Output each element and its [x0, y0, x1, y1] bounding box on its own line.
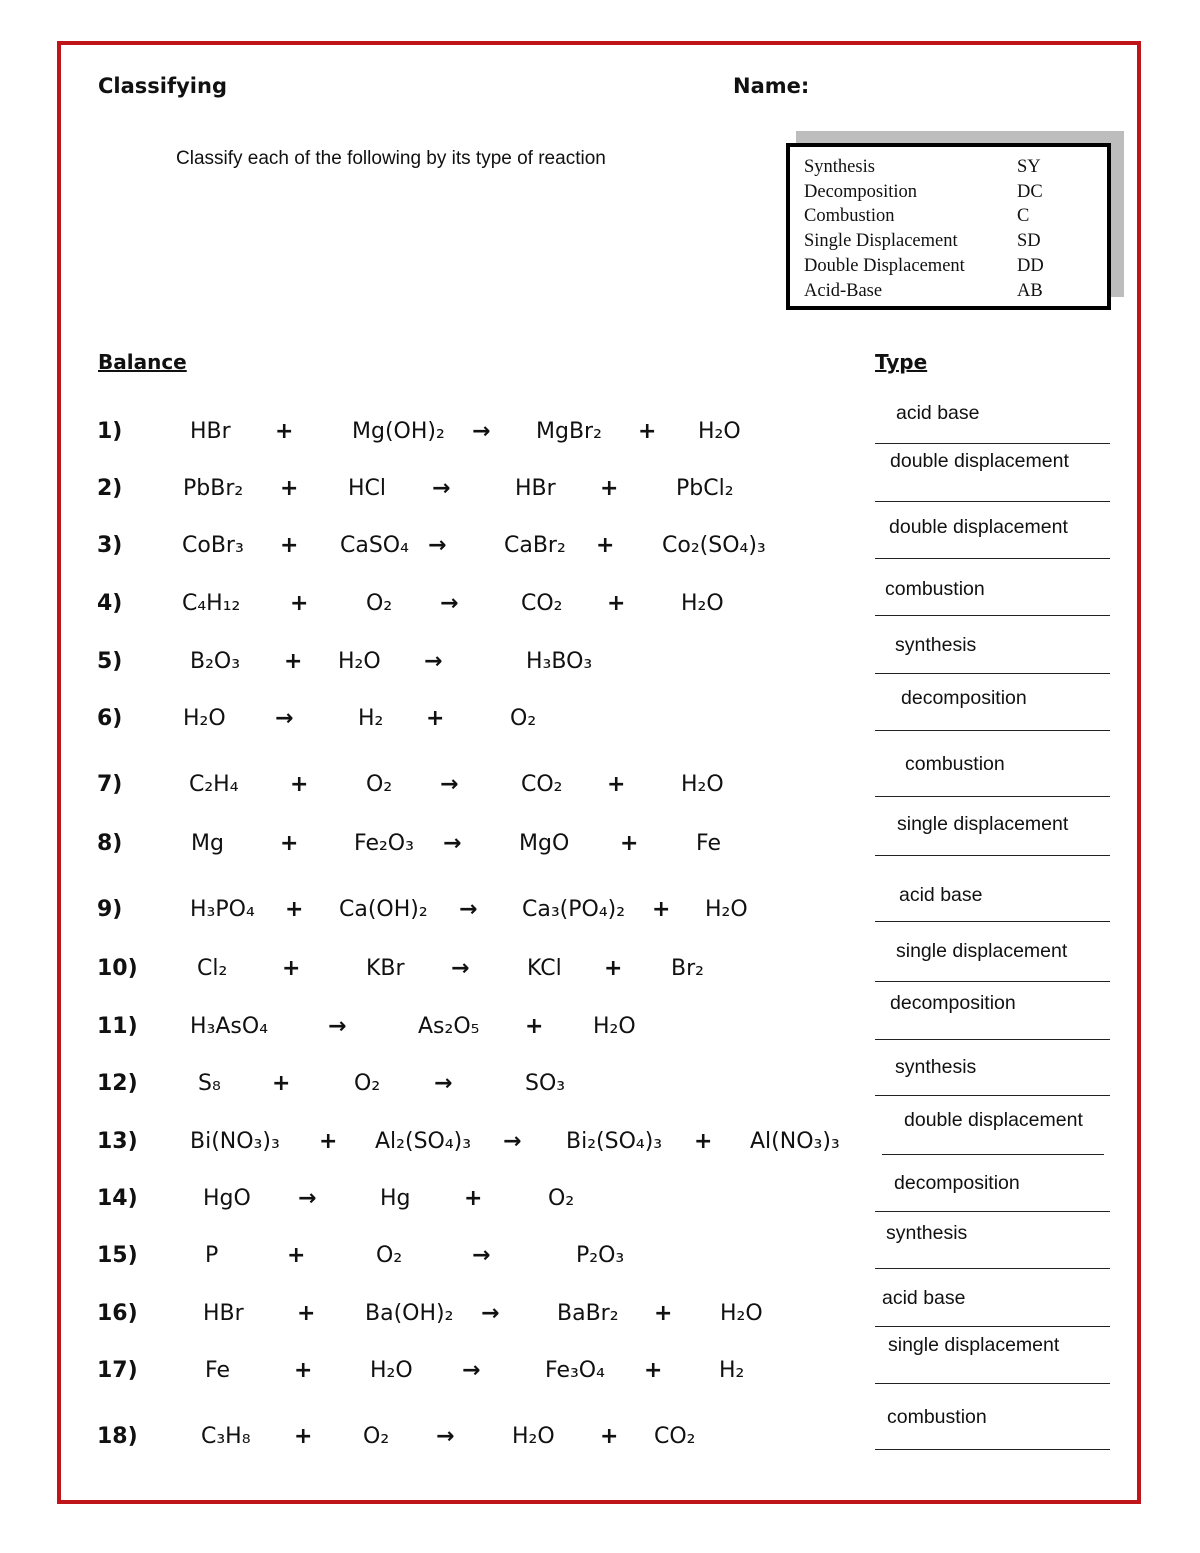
chemical-formula: CaSO₄: [340, 533, 409, 558]
chemical-formula: HBr: [515, 476, 556, 501]
chemical-formula: C₃H₈: [201, 1424, 251, 1449]
plus-sign: +: [620, 831, 639, 856]
chemical-formula: HBr: [190, 419, 231, 444]
type-answer-text: combustion: [885, 578, 985, 600]
chemical-formula: O₂: [548, 1186, 575, 1211]
equation-row: [0, 1358, 860, 1392]
equation-number: 3): [97, 533, 123, 558]
reaction-arrow: →: [428, 533, 447, 558]
chemical-formula: SO₃: [525, 1071, 566, 1096]
chemical-formula: O₂: [510, 706, 537, 731]
type-answer-text: double displacement: [904, 1109, 1083, 1131]
equation-row: [0, 1243, 860, 1277]
type-answer-text: synthesis: [895, 1056, 977, 1078]
plus-sign: +: [644, 1358, 663, 1383]
plus-sign: +: [426, 706, 445, 731]
plus-sign: +: [652, 897, 671, 922]
equation-number: 7): [97, 772, 123, 797]
equation-row: [0, 533, 860, 567]
instructions: Classify each of the following by its type of reaction: [176, 148, 606, 169]
key-code: DC: [1017, 182, 1043, 202]
chemical-formula: H₂O: [720, 1301, 763, 1326]
type-answer-field[interactable]: [882, 1109, 1104, 1155]
type-answer-field[interactable]: [875, 992, 1110, 1040]
plus-sign: +: [297, 1301, 316, 1326]
type-answer-field[interactable]: [875, 884, 1110, 922]
reaction-arrow: →: [440, 772, 459, 797]
equation-number: 4): [97, 591, 123, 616]
plus-sign: +: [280, 533, 299, 558]
plus-sign: +: [638, 419, 657, 444]
balance-column-heading: Balance: [98, 350, 187, 374]
chemical-formula: Al₂(SO₄)₃: [375, 1129, 472, 1154]
chemical-formula: O₂: [376, 1243, 403, 1268]
equation-number: 13): [97, 1129, 138, 1154]
chemical-formula: S₈: [198, 1071, 221, 1096]
reaction-arrow: →: [472, 419, 491, 444]
type-answer-text: decomposition: [890, 992, 1016, 1014]
equation-row: [0, 476, 860, 510]
type-answer-text: single displacement: [896, 940, 1068, 962]
chemical-formula: H₃BO₃: [526, 649, 593, 674]
equation-number: 2): [97, 476, 123, 501]
chemical-formula: PbCl₂: [676, 476, 734, 501]
key-code: SY: [1017, 157, 1041, 177]
plus-sign: +: [464, 1186, 483, 1211]
type-column-heading: Type: [875, 350, 928, 374]
type-answer-text: combustion: [887, 1406, 987, 1428]
plus-sign: +: [282, 956, 301, 981]
equation-row: [0, 956, 860, 990]
equation-number: 1): [97, 419, 123, 444]
chemical-formula: HBr: [203, 1301, 244, 1326]
chemical-formula: H₃AsO₄: [190, 1014, 269, 1039]
equation-number: 12): [97, 1071, 138, 1096]
key-code: DD: [1017, 256, 1044, 276]
name-label: Name:: [733, 74, 810, 98]
equation-row: [0, 1129, 860, 1163]
chemical-formula: H₂O: [698, 419, 741, 444]
chemical-formula: O₂: [366, 591, 393, 616]
chemical-formula: O₂: [366, 772, 393, 797]
plus-sign: +: [607, 591, 626, 616]
chemical-formula: PbBr₂: [183, 476, 244, 501]
reaction-arrow: →: [481, 1301, 500, 1326]
type-answer-field[interactable]: [875, 1406, 1110, 1450]
type-answer-text: single displacement: [888, 1334, 1060, 1356]
type-answer-field[interactable]: [875, 753, 1110, 797]
chemical-formula: Ca₃(PO₄)₂: [522, 897, 626, 922]
chemical-formula: Fe₃O₄: [545, 1358, 605, 1383]
chemical-formula: Ba(OH)₂: [365, 1301, 454, 1326]
type-answer-field[interactable]: [875, 1334, 1110, 1384]
chemical-formula: H₃PO₄: [190, 897, 255, 922]
plus-sign: +: [319, 1129, 338, 1154]
chemical-formula: MgO: [519, 831, 570, 856]
chemical-formula: BaBr₂: [557, 1301, 619, 1326]
reaction-arrow: →: [434, 1071, 453, 1096]
equation-number: 15): [97, 1243, 138, 1268]
key-name: Double Displacement: [804, 256, 965, 276]
key-name: Single Displacement: [804, 231, 958, 251]
type-answer-field[interactable]: [875, 813, 1110, 856]
key-code: SD: [1017, 231, 1041, 251]
plus-sign: +: [600, 1424, 619, 1449]
chemical-formula: Mg: [191, 831, 224, 856]
reaction-arrow: →: [436, 1424, 455, 1449]
type-answer-field[interactable]: [875, 1172, 1110, 1212]
type-answer-text: decomposition: [894, 1172, 1020, 1194]
reaction-type-key: [786, 143, 1111, 310]
chemical-formula: H₂: [358, 706, 384, 731]
equation-number: 18): [97, 1424, 138, 1449]
equation-number: 10): [97, 956, 138, 981]
key-name: Combustion: [804, 206, 895, 226]
reaction-arrow: →: [443, 831, 462, 856]
equation-row: [0, 1186, 860, 1220]
equation-number: 8): [97, 831, 123, 856]
chemical-formula: P: [205, 1243, 219, 1268]
equation-row: [0, 591, 860, 625]
chemical-formula: CO₂: [521, 772, 563, 797]
plus-sign: +: [294, 1424, 313, 1449]
chemical-formula: Al(NO₃)₃: [750, 1129, 840, 1154]
equation-number: 16): [97, 1301, 138, 1326]
plus-sign: +: [525, 1014, 544, 1039]
type-answer-field[interactable]: [875, 634, 1110, 674]
chemical-formula: HgO: [203, 1186, 251, 1211]
plus-sign: +: [654, 1301, 673, 1326]
plus-sign: +: [604, 956, 623, 981]
chemical-formula: KBr: [366, 956, 405, 981]
equation-number: 11): [97, 1014, 138, 1039]
equation-row: [0, 1071, 860, 1105]
key-name: Decomposition: [804, 182, 918, 202]
chemical-formula: MgBr₂: [536, 419, 602, 444]
reaction-arrow: →: [462, 1358, 481, 1383]
plus-sign: +: [280, 831, 299, 856]
type-answer-text: acid base: [899, 884, 983, 906]
reaction-arrow: →: [328, 1014, 347, 1039]
reaction-arrow: →: [459, 897, 478, 922]
type-answer-field[interactable]: [875, 402, 1110, 444]
type-answer-text: single displacement: [897, 813, 1069, 835]
plus-sign: +: [280, 476, 299, 501]
equation-row: [0, 706, 860, 740]
equation-number: 17): [97, 1358, 138, 1383]
equation-number: 9): [97, 897, 123, 922]
chemical-formula: B₂O₃: [190, 649, 241, 674]
chemical-formula: C₄H₁₂: [182, 591, 241, 616]
chemical-formula: Fe₂O₃: [354, 831, 414, 856]
chemical-formula: HCl: [348, 476, 387, 501]
type-answer-text: acid base: [896, 402, 980, 424]
chemical-formula: Mg(OH)₂: [352, 419, 445, 444]
chemical-formula: Fe: [205, 1358, 230, 1383]
equation-number: 6): [97, 706, 123, 731]
chemical-formula: CO₂: [654, 1424, 696, 1449]
type-answer-text: synthesis: [886, 1222, 968, 1244]
chemical-formula: Br₂: [671, 956, 704, 981]
chemical-formula: Ca(OH)₂: [339, 897, 428, 922]
chemical-formula: Hg: [380, 1186, 411, 1211]
equation-number: 5): [97, 649, 123, 674]
chemical-formula: H₂O: [338, 649, 381, 674]
chemical-formula: Fe: [696, 831, 721, 856]
equation-row: [0, 897, 860, 931]
type-answer-field[interactable]: [875, 1056, 1110, 1096]
reaction-arrow: →: [472, 1243, 491, 1268]
type-answer-field[interactable]: [875, 1222, 1110, 1269]
type-answer-text: combustion: [905, 753, 1005, 775]
chemical-formula: H₂O: [681, 772, 724, 797]
type-answer-field[interactable]: [875, 578, 1110, 616]
plus-sign: +: [596, 533, 615, 558]
type-answer-field[interactable]: [875, 1287, 1110, 1327]
equation-number: 14): [97, 1186, 138, 1211]
plus-sign: +: [694, 1129, 713, 1154]
equation-row: [0, 649, 860, 683]
chemical-formula: As₂O₅: [418, 1014, 480, 1039]
chemical-formula: O₂: [354, 1071, 381, 1096]
reaction-arrow: →: [503, 1129, 522, 1154]
chemical-formula: KCl: [527, 956, 562, 981]
reaction-arrow: →: [275, 706, 294, 731]
plus-sign: +: [284, 649, 303, 674]
reaction-arrow: →: [451, 956, 470, 981]
chemical-formula: H₂O: [512, 1424, 555, 1449]
plus-sign: +: [607, 772, 626, 797]
key-name: Acid-Base: [804, 281, 883, 301]
type-answer-text: double displacement: [890, 450, 1069, 472]
chemical-formula: Co₂(SO₄)₃: [662, 533, 766, 558]
reaction-arrow: →: [298, 1186, 317, 1211]
plus-sign: +: [290, 591, 309, 616]
type-answer-field[interactable]: [875, 450, 1110, 502]
chemical-formula: Bi₂(SO₄)₃: [566, 1129, 663, 1154]
plus-sign: +: [275, 419, 294, 444]
key-code: C: [1017, 206, 1030, 226]
chemical-formula: P₂O₃: [576, 1243, 625, 1268]
plus-sign: +: [272, 1071, 291, 1096]
chemical-formula: Cl₂: [197, 956, 228, 981]
chemical-formula: H₂O: [183, 706, 226, 731]
chemical-formula: O₂: [363, 1424, 390, 1449]
key-name: Synthesis: [804, 157, 875, 177]
type-answer-field[interactable]: [875, 687, 1110, 731]
equation-row: [0, 831, 860, 865]
key-code: AB: [1017, 281, 1043, 301]
type-answer-field[interactable]: [875, 940, 1110, 982]
chemical-formula: H₂O: [681, 591, 724, 616]
plus-sign: +: [600, 476, 619, 501]
equation-row: [0, 772, 860, 806]
chemical-formula: C₂H₄: [189, 772, 239, 797]
reaction-arrow: →: [424, 649, 443, 674]
plus-sign: +: [287, 1243, 306, 1268]
reaction-arrow: →: [432, 476, 451, 501]
plus-sign: +: [294, 1358, 313, 1383]
equation-row: [0, 1014, 860, 1048]
chemical-formula: Bi(NO₃)₃: [190, 1129, 280, 1154]
reaction-arrow: →: [440, 591, 459, 616]
equation-row: [0, 1424, 860, 1458]
chemical-formula: H₂O: [370, 1358, 413, 1383]
equation-row: [0, 419, 860, 453]
chemical-formula: CO₂: [521, 591, 563, 616]
page-title: Classifying: [98, 74, 227, 98]
equation-row: [0, 1301, 860, 1335]
type-answer-text: double displacement: [889, 516, 1068, 538]
type-answer-text: acid base: [882, 1287, 966, 1309]
plus-sign: +: [290, 772, 309, 797]
chemical-formula: CaBr₂: [504, 533, 566, 558]
chemical-formula: CoBr₃: [182, 533, 244, 558]
plus-sign: +: [285, 897, 304, 922]
type-answer-text: synthesis: [895, 634, 977, 656]
type-answer-text: decomposition: [901, 687, 1027, 709]
chemical-formula: H₂O: [705, 897, 748, 922]
chemical-formula: H₂: [719, 1358, 745, 1383]
chemical-formula: H₂O: [593, 1014, 636, 1039]
type-answer-field[interactable]: [875, 516, 1110, 559]
